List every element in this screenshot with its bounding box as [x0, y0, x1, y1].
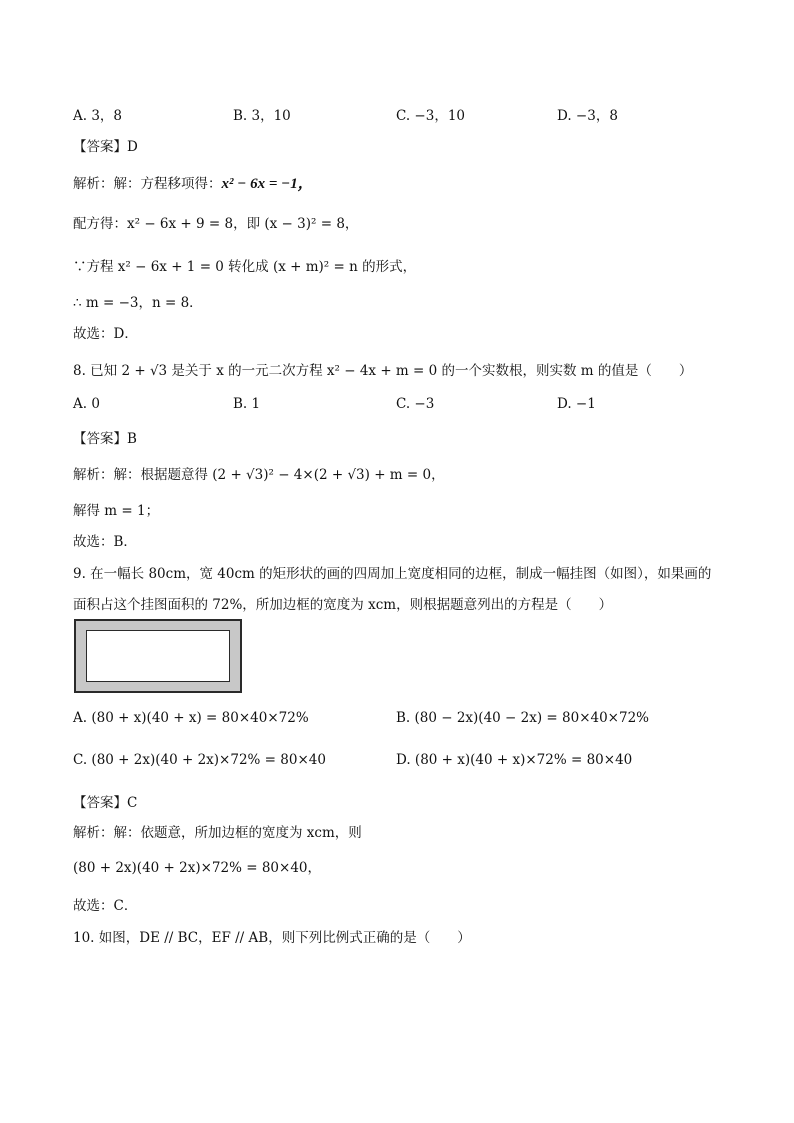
- q9-solution-line-1: 解析：解：依题意，所加边框的宽度为 xcm，则: [73, 825, 362, 841]
- q8-answer: 【答案】B: [73, 431, 137, 447]
- q9-option-a: A. (80 + x)(40 + x) = 80×40×72%: [73, 710, 309, 726]
- q8-option-a: A. 0: [73, 396, 100, 412]
- picture-frame-figure: [74, 619, 242, 693]
- q8-option-d: D. −1: [557, 396, 596, 412]
- q9-option-c: C. (80 + 2x)(40 + 2x)×72% = 80×40: [73, 752, 326, 768]
- q9-solution-line-3: 故选：C．: [73, 898, 138, 914]
- q8-stem: 8. 已知 2 + √3 是关于 x 的一元二次方程 x² − 4x + m = 0 的一个实数根，则实数 m 的值是（ ）: [73, 363, 693, 379]
- q7-equation: x² − 6x = −1，: [221, 176, 313, 192]
- picture-area: [86, 630, 230, 682]
- q7-solution-line-5: 故选：D．: [73, 326, 138, 342]
- q7-option-d: D. −3，8: [557, 108, 618, 124]
- q7-solution-line-3: ∵方程 x² − 6x + 1 = 0 转化成 (x + m)² = n 的形式，: [73, 259, 417, 275]
- q8-option-b: B. 1: [233, 396, 261, 412]
- q7-solution-line-1: 解析：解：方程移项得：x² − 6x = −1，: [73, 176, 313, 192]
- q9-solution-line-2: (80 + 2x)(40 + 2x)×72% = 80×40，: [73, 860, 321, 876]
- q8-solution-line-1: 解析：解：根据题意得 (2 + √3)² − 4×(2 + √3) + m = 0，: [73, 467, 445, 483]
- q10-stem: 10. 如图，DE // BC，EF // AB，则下列比例式正确的是（ ）: [73, 930, 471, 946]
- q9-stem-line-1: 9. 在一幅长 80cm，宽 40cm 的矩形状的画的四周加上宽度相同的边框，制成一幅挂图（如图），如果画的: [73, 566, 712, 582]
- q7-solution-line-2: 配方得：x² − 6x + 9 = 8，即 (x − 3)² = 8，: [73, 216, 359, 232]
- q7-option-b: B. 3，10: [233, 108, 291, 124]
- q7-answer: 【答案】D: [73, 139, 138, 155]
- q8-solution-line-2: 解得 m = 1；: [73, 503, 160, 519]
- q7-option-c: C. −3，10: [396, 108, 466, 124]
- q9-option-d: D. (80 + x)(40 + x)×72% = 80×40: [396, 752, 633, 768]
- q8-option-c: C. −3: [396, 396, 435, 412]
- q8-solution-line-3: 故选：B．: [73, 534, 137, 550]
- q7-solution-line-4: ∴ m = −3，n = 8．: [73, 295, 203, 311]
- q7-option-a: A. 3，8: [73, 108, 123, 124]
- q9-stem-line-2: 面积占这个挂图面积的 72%，所加边框的宽度为 xcm，则根据题意列出的方程是（ ）: [73, 597, 613, 613]
- q9-option-b: B. (80 − 2x)(40 − 2x) = 80×40×72%: [396, 710, 649, 726]
- q9-answer: 【答案】C: [73, 795, 138, 811]
